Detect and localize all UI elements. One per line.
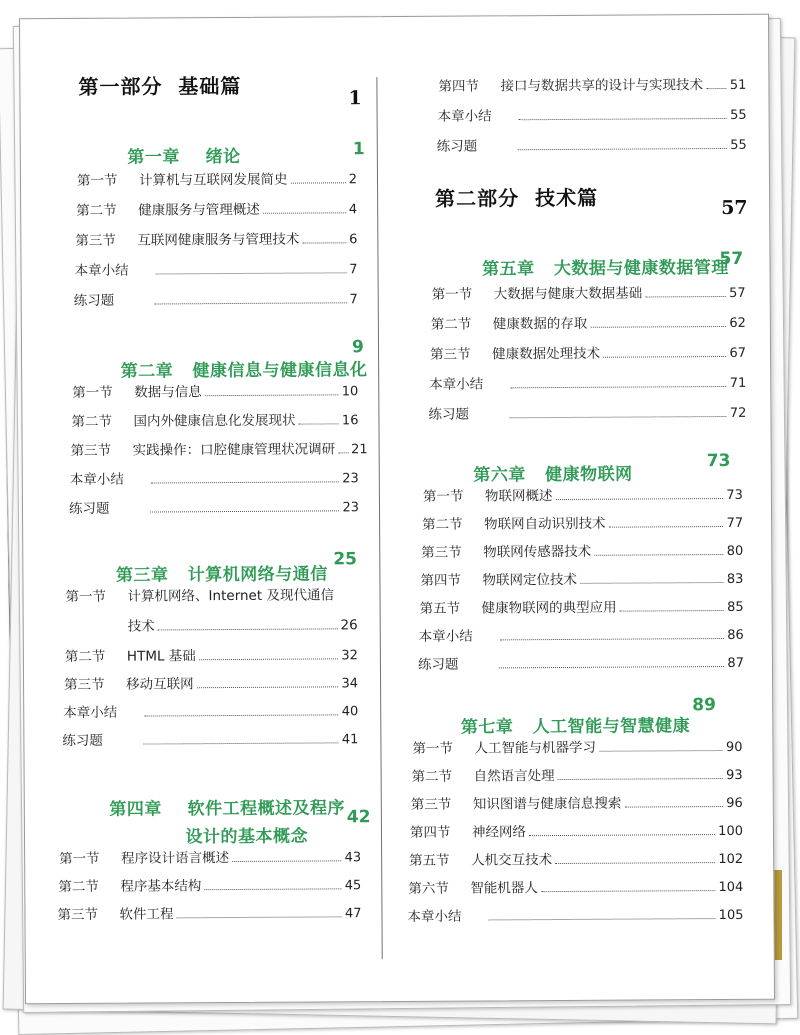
leader-dots — [609, 526, 724, 528]
chapter-page: 1 — [352, 139, 365, 160]
entry-title: 智能机器人 — [470, 880, 538, 897]
entry-label: 第五节 — [409, 852, 450, 869]
part-page: 1 — [348, 87, 362, 110]
chapter-label: 第四章 — [109, 799, 162, 820]
entry-label: 第一节 — [59, 850, 100, 868]
entry-label: 第一节 — [412, 740, 454, 757]
chapter-label: 第三章 — [115, 565, 169, 586]
entry-page: 93 — [726, 767, 743, 783]
toc-entry[interactable] — [429, 371, 746, 393]
entry-label: 第三节 — [70, 442, 112, 459]
leader-dots — [144, 714, 338, 716]
toc-entry[interactable] — [407, 903, 743, 925]
entry-label: 第一节 — [72, 384, 113, 401]
entry-title: 数据与信息 — [134, 384, 202, 401]
entry-page: 40 — [341, 704, 359, 720]
toc-entry[interactable] — [438, 73, 746, 95]
entry-label: 第二节 — [411, 768, 453, 785]
entry-page: 85 — [727, 599, 744, 615]
entry-label: 本章小结 — [407, 908, 462, 925]
leader-dots — [156, 272, 347, 274]
entry-title-continued: 技术 — [127, 618, 155, 635]
entry-title: HTML 基础 — [126, 648, 196, 665]
entry-page: 2 — [348, 172, 358, 188]
entry-page: 6 — [349, 232, 358, 248]
entry-page: 86 — [727, 627, 744, 643]
part-page: 57 — [721, 196, 748, 220]
toc-right-column — [376, 15, 768, 925]
toc-entry[interactable] — [59, 845, 361, 867]
leader-dots — [594, 554, 723, 556]
entry-label: 第六节 — [408, 880, 449, 897]
entry-page: 105 — [718, 907, 744, 924]
leader-dots — [176, 916, 341, 918]
chapter-title: 大数据与健康数据管理 — [553, 257, 729, 280]
toc-page — [19, 14, 775, 1005]
toc-entry[interactable] — [420, 595, 744, 617]
entry-title: 知识图谱与健康信息搜索 — [472, 795, 622, 813]
entry-label: 本章小结 — [418, 628, 473, 645]
entry-page: 90 — [725, 739, 743, 755]
entry-page: 55 — [730, 107, 747, 123]
entry-title: 计算机网络、Internet 及现代通信 — [127, 587, 334, 605]
leader-dots — [338, 452, 348, 453]
toc-entry[interactable] — [428, 401, 746, 423]
leader-dots — [302, 242, 346, 243]
entry-label: 第三节 — [410, 796, 452, 813]
leader-dots — [499, 666, 724, 668]
leader-dots — [645, 296, 726, 297]
entry-title: 接口与数据共享的设计与实现技术 — [500, 77, 703, 95]
entry-title: 人工智能与机器学习 — [474, 739, 597, 757]
entry-label: 本章小结 — [74, 262, 129, 279]
chapter-title: 计算机网络与通信 — [187, 564, 328, 586]
leader-dots — [151, 481, 339, 483]
entry-page: 62 — [729, 315, 746, 331]
entry-label: 第二节 — [76, 202, 117, 219]
entry-label: 第一节 — [65, 588, 107, 606]
toc-entry[interactable] — [62, 727, 358, 749]
toc-entry[interactable] — [65, 643, 358, 665]
leader-dots — [489, 918, 716, 920]
entry-page: 16 — [341, 413, 359, 429]
toc-entry[interactable] — [72, 379, 358, 401]
chapter-label: 第七章 — [460, 717, 514, 738]
entry-label: 第一节 — [422, 488, 464, 505]
entry-label: 第三节 — [421, 544, 462, 561]
toc-entry[interactable] — [432, 281, 746, 303]
leader-dots — [541, 890, 716, 892]
entry-title: 互联网健康服务与管理技术 — [137, 231, 300, 249]
leader-dots — [603, 356, 726, 358]
leader-dots — [155, 302, 347, 304]
entry-page: 7 — [349, 292, 358, 308]
toc-entry[interactable] — [421, 539, 743, 561]
entry-label: 练习题 — [436, 138, 478, 155]
entry-label: 第二节 — [58, 878, 99, 896]
leader-dots — [529, 834, 715, 836]
leader-dots — [624, 806, 723, 808]
toc-entry[interactable] — [65, 583, 355, 605]
entry-label: 第二节 — [71, 413, 113, 430]
toc-left-column — [20, 17, 376, 924]
entry-page: 32 — [341, 648, 358, 664]
entry-page: 87 — [727, 655, 744, 671]
entry-title: 自然语言处理 — [473, 768, 555, 785]
entry-label: 第四节 — [420, 572, 461, 589]
entry-label: 本章小结 — [69, 471, 124, 488]
toc-entry[interactable] — [77, 167, 357, 189]
entry-label: 第三节 — [430, 346, 471, 363]
entry-label: 第五节 — [419, 600, 461, 617]
toc-entry[interactable] — [418, 651, 744, 673]
toc-entry[interactable] — [57, 901, 361, 923]
chapter-title-continued: 设计的基本概念 — [185, 826, 309, 848]
entry-page: 67 — [729, 345, 747, 361]
entry-label: 本章小结 — [63, 704, 118, 722]
leader-dots — [518, 148, 727, 150]
entry-label: 第二节 — [430, 316, 472, 333]
part-title: 第一部分 基础篇 — [78, 73, 242, 99]
entry-page: 71 — [729, 375, 747, 391]
leader-dots — [706, 88, 727, 89]
entry-title: 大数据与健康大数据基础 — [493, 285, 643, 303]
leader-dots — [620, 610, 724, 612]
leader-dots — [199, 658, 339, 660]
leader-dots — [558, 778, 723, 780]
leader-dots — [204, 888, 341, 890]
entry-page: 55 — [730, 137, 747, 153]
leader-dots — [510, 386, 726, 388]
entry-title: 健康服务与管理概述 — [138, 201, 260, 219]
entry-title: 国内外健康信息化发展现状 — [133, 412, 296, 430]
entry-page: 47 — [344, 906, 362, 922]
entry-page: 45 — [344, 878, 362, 894]
toc-entry[interactable] — [74, 257, 357, 279]
toc-entry[interactable] — [431, 311, 746, 333]
entry-label: 第四节 — [409, 824, 451, 841]
entry-label: 第一节 — [76, 172, 118, 189]
toc-entry[interactable] — [63, 699, 358, 721]
entry-title: 程序设计语言概述 — [121, 850, 230, 867]
leader-dots — [143, 742, 338, 744]
toc-entry[interactable] — [69, 495, 359, 517]
entry-page: 72 — [729, 405, 747, 421]
entry-page: 80 — [726, 543, 744, 559]
toc-entry[interactable] — [76, 197, 357, 219]
leader-dots — [519, 118, 727, 120]
toc-entry[interactable] — [70, 437, 368, 459]
entry-page: 41 — [341, 732, 359, 748]
leader-dots — [555, 498, 723, 500]
toc-entry[interactable] — [422, 511, 743, 533]
entry-page: 96 — [726, 795, 743, 811]
toc-entry[interactable] — [408, 875, 743, 897]
chapter-label: 第二章 — [120, 361, 174, 382]
entry-title: 软件工程 — [119, 906, 174, 923]
chapter-page: 25 — [333, 549, 358, 570]
column-divider — [376, 77, 382, 959]
entry-title: 神经网络 — [471, 824, 527, 841]
leader-dots — [150, 510, 339, 512]
leader-dots — [197, 686, 339, 688]
toc-entry[interactable] — [58, 873, 361, 895]
entry-title: 物联网自动识别技术 — [484, 515, 606, 533]
chapter-label: 第五章 — [481, 259, 535, 280]
entry-label: 第四节 — [438, 78, 479, 95]
leader-dots — [500, 638, 724, 640]
entry-label: 第一节 — [431, 286, 473, 303]
entry-title: 物联网概述 — [484, 488, 553, 505]
entry-page: 104 — [718, 879, 744, 896]
entry-label: 第二节 — [64, 648, 106, 666]
chapter-title: 绪论 — [205, 146, 241, 168]
leader-dots — [555, 862, 715, 864]
entry-label: 练习题 — [417, 656, 459, 673]
entry-title: 人机交互技术 — [471, 852, 553, 869]
entry-label: 本章小结 — [437, 108, 492, 125]
chapter-label: 第六章 — [473, 465, 526, 486]
toc-entry-continuation[interactable] — [128, 613, 358, 634]
entry-page: 34 — [341, 676, 359, 692]
entry-page: 51 — [729, 77, 747, 93]
toc-entry[interactable] — [71, 408, 358, 430]
entry-title: 物联网定位技术 — [482, 571, 577, 589]
entry-page: 43 — [344, 850, 362, 866]
chapter-page: 9 — [351, 337, 364, 358]
leader-dots — [232, 860, 341, 862]
leader-dots — [291, 182, 346, 183]
entry-page: 57 — [729, 285, 746, 301]
chapter-title: 软件工程概述及程序 — [187, 798, 346, 820]
leader-dots — [158, 628, 338, 630]
part-title: 第二部分 技术篇 — [435, 185, 599, 211]
entry-page: 4 — [348, 202, 358, 218]
entry-title: 程序基本结构 — [120, 878, 202, 895]
chapter-title: 人工智能与智慧健康 — [532, 716, 691, 738]
chapter-title: 健康物联网 — [545, 464, 633, 486]
entry-page: 10 — [341, 384, 359, 400]
chapter-page: 73 — [706, 450, 731, 472]
entry-page: 102 — [718, 851, 744, 868]
entry-title: 健康物联网的典型应用 — [481, 599, 617, 617]
toc-entry[interactable] — [437, 133, 747, 155]
entry-label: 第三节 — [75, 232, 116, 249]
entry-title: 实践操作：口腔健康管理状况调研 — [132, 441, 336, 459]
toc-entry[interactable] — [64, 671, 358, 693]
leader-dots — [298, 423, 338, 424]
leader-dots — [263, 212, 346, 214]
toc-entry[interactable] — [409, 847, 743, 869]
toc-entry[interactable] — [438, 103, 747, 125]
leader-dots — [599, 750, 723, 752]
chapter-label: 第一章 — [127, 147, 180, 168]
chapter-title: 健康信息与健康信息化 — [192, 360, 368, 382]
entry-title: 计算机与互联网发展简史 — [138, 171, 288, 189]
entry-label: 本章小结 — [429, 376, 484, 393]
chapter-page: 42 — [346, 807, 371, 828]
entry-title: 移动互联网 — [126, 676, 194, 693]
entry-page: 7 — [349, 262, 358, 278]
entry-page: 23 — [342, 500, 360, 516]
chapter-page: 89 — [692, 695, 716, 716]
entry-label: 练习题 — [428, 406, 469, 423]
entry-page: 23 — [342, 471, 359, 487]
entry-label: 练习题 — [68, 500, 110, 518]
toc-entry[interactable] — [74, 287, 358, 309]
entry-title: 物联网传感器技术 — [483, 543, 592, 561]
entry-title: 健康数据处理技术 — [492, 345, 601, 363]
toc-entry[interactable] — [70, 466, 359, 488]
entry-label: 第三节 — [57, 906, 99, 924]
toc-entry[interactable] — [411, 791, 743, 813]
entry-label: 第三节 — [64, 676, 105, 694]
entry-label: 练习题 — [62, 732, 103, 750]
entry-page: 26 — [340, 617, 358, 634]
toc-entry[interactable] — [412, 763, 743, 785]
toc-entry[interactable] — [419, 623, 744, 645]
entry-title: 健康数据的存取 — [492, 315, 588, 333]
chapter-page: 57 — [719, 248, 744, 270]
entry-page: 100 — [718, 823, 744, 840]
leader-dots — [590, 326, 726, 328]
toc-entry[interactable] — [410, 819, 743, 841]
leader-dots — [205, 394, 339, 396]
entry-page: 77 — [726, 515, 744, 531]
entry-page: 21 — [351, 442, 368, 458]
entry-page: 83 — [726, 571, 744, 587]
toc-entry[interactable] — [75, 227, 357, 249]
toc-entry[interactable] — [430, 341, 746, 363]
toc-entry[interactable] — [423, 483, 743, 505]
entry-label: 练习题 — [73, 292, 115, 309]
leader-dots — [580, 582, 724, 584]
toc-entry[interactable] — [420, 567, 743, 589]
toc-entry[interactable] — [412, 735, 742, 757]
entry-label: 第二节 — [422, 516, 463, 533]
leader-dots — [509, 416, 726, 418]
entry-page: 73 — [726, 487, 743, 503]
